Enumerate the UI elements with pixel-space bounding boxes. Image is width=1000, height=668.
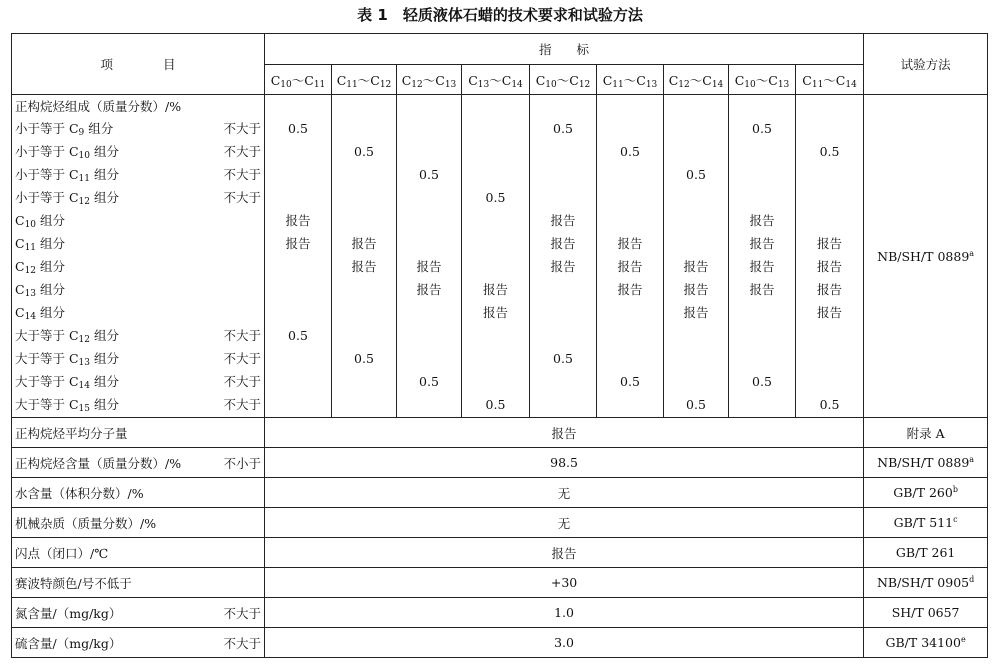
composition-row-label: [12, 232, 264, 255]
indicator-cell: 0.5: [819, 143, 840, 159]
item-header: 项 目: [12, 34, 265, 95]
indicator-cell: 报告: [351, 235, 377, 251]
composition-title: 正构烷烃组成（质量分数）/%: [12, 95, 265, 117]
component-name: 大于等于 $C_{15}$ 组分: [15, 397, 119, 414]
spec-table: [11, 33, 988, 658]
indicator-cell: 报告: [749, 235, 775, 251]
indicator-cell: 0.5: [485, 396, 506, 412]
indicator-cell: [530, 370, 596, 393]
spec-label-row: [12, 421, 264, 444]
limit-qualifier: 不大于: [223, 190, 261, 205]
spec-name: 水含量（体积分数）/%: [15, 485, 144, 501]
spec-name: 正构烷烃平均分子量: [15, 425, 128, 441]
spec-method: GB/T 260$^b$: [864, 478, 988, 508]
indicator-cell: 报告: [749, 281, 775, 297]
indicator-cell: [265, 393, 331, 416]
indicator-cell: [332, 278, 396, 301]
component-name: 小于等于 $C_{11}$ 组分: [15, 167, 119, 184]
spec-row: [12, 508, 988, 538]
indicator-cell: 0.5: [553, 350, 573, 366]
indicator-cell: [462, 347, 529, 370]
carbon-range-header: $C_{11}\sim C_{12}$: [332, 65, 397, 95]
spec-value: 1.0: [265, 598, 864, 628]
indicator-cell: [729, 393, 795, 416]
spec-method: 附录 A: [864, 418, 988, 448]
composition-row-label: [12, 255, 264, 278]
indicator-cell: [664, 117, 728, 140]
indicator-cell: 报告: [482, 304, 508, 320]
spec-name: 正构烷烃含量（质量分数）/%: [15, 455, 182, 471]
indicator-cell: [664, 232, 728, 255]
indicator-cell: [664, 347, 728, 370]
limit-qualifier: 不大于: [223, 605, 261, 621]
spec-label: [12, 418, 265, 448]
limit-qualifier: 不大于: [223, 144, 261, 159]
indicator-cell: [530, 301, 596, 324]
indicator-cell: [796, 324, 863, 347]
composition-row-label: [12, 370, 264, 393]
indicator-cell: 报告: [683, 281, 709, 297]
indicator-cell: 报告: [550, 235, 576, 251]
composition-row-label: [12, 117, 264, 140]
indicator-cell: [462, 163, 529, 186]
indicator-column: [664, 117, 729, 418]
indicator-column: [265, 117, 332, 418]
indicator-cell: [530, 393, 596, 416]
indicator-cell: [265, 163, 331, 186]
indicator-column: [597, 117, 664, 418]
indicator-cell: 0.5: [288, 120, 308, 136]
composition-row-label: [12, 186, 264, 209]
indicator-header: 指 标: [265, 34, 864, 65]
spec-value: +30: [265, 568, 864, 598]
indicator-cell: [332, 209, 396, 232]
limit-qualifier: 不大于: [223, 328, 261, 343]
indicator-cell: [462, 117, 529, 140]
indicator-cell: [265, 301, 331, 324]
indicator-cell: 0.5: [419, 373, 439, 389]
carbon-range-header: $C_{12}\sim C_{13}$: [397, 65, 462, 95]
indicator-cell: 报告: [683, 304, 709, 320]
limit-qualifier: 不大于: [223, 351, 261, 366]
indicator-cell: 0.5: [752, 120, 772, 136]
indicator-cell: [796, 186, 863, 209]
spec-row: [12, 478, 988, 508]
indicator-cell: 0.5: [686, 166, 706, 182]
indicator-cell: [664, 209, 728, 232]
spec-label: [12, 508, 265, 538]
indicator-cell: 报告: [617, 281, 643, 297]
indicator-column: [796, 117, 864, 418]
indicator-cell: [462, 209, 529, 232]
spec-label: [12, 628, 265, 658]
carbon-range-header: $C_{13}\sim C_{14}$: [462, 65, 530, 95]
indicator-cell: 0.5: [752, 373, 772, 389]
spec-row: [12, 628, 988, 658]
composition-row-label: [12, 163, 264, 186]
limit-qualifier: 不大于: [223, 374, 261, 389]
indicator-cell: [397, 324, 461, 347]
indicator-cell: 报告: [351, 258, 377, 274]
spec-name: 赛波特颜色/号不低于: [15, 575, 132, 591]
spec-label-row: [12, 451, 264, 474]
indicator-cell: [397, 301, 461, 324]
spec-label-row: [12, 571, 264, 594]
indicator-cell: [265, 255, 331, 278]
component-name: 大于等于 $C_{13}$ 组分: [15, 351, 119, 368]
indicator-cell: [664, 324, 728, 347]
indicator-column: [332, 117, 397, 418]
indicator-cell: [265, 370, 331, 393]
spec-method: GB/T 34100e: [864, 628, 988, 658]
indicator-cell: [397, 347, 461, 370]
component-name: 小于等于 $C_{12}$ 组分: [15, 190, 119, 207]
spec-label-row: [12, 511, 264, 534]
spec-label-row: [12, 601, 264, 624]
indicator-cell: 报告: [817, 258, 843, 274]
indicator-cell: [462, 232, 529, 255]
indicator-cell: [397, 186, 461, 209]
indicator-cell: [332, 163, 396, 186]
component-name: $C_{10}$ 组分: [15, 213, 66, 230]
indicator-cell: [530, 140, 596, 163]
indicator-cell: [530, 163, 596, 186]
indicator-cell: 0.5: [553, 120, 573, 136]
indicator-cell: [530, 324, 596, 347]
composition-row-label: [12, 140, 264, 163]
indicator-cell: [265, 186, 331, 209]
carbon-range-header: $C_{12}\sim C_{14}$: [664, 65, 729, 95]
composition-row-label: [12, 324, 264, 347]
spec-label-row: [12, 631, 264, 654]
carbon-range-header: $C_{11}\sim C_{14}$: [796, 65, 864, 95]
indicator-column: [729, 117, 796, 418]
indicator-cell: [332, 186, 396, 209]
indicator-cell: 0.5: [620, 143, 640, 159]
component-name: $C_{11}$ 组分: [15, 236, 66, 253]
indicator-cell: [397, 393, 461, 416]
indicator-cell: [729, 301, 795, 324]
indicator-cell: [597, 186, 663, 209]
indicator-cell: 报告: [550, 258, 576, 274]
limit-qualifier: 不大于: [223, 397, 261, 412]
indicator-cell: [397, 232, 461, 255]
indicator-cell: 0.5: [819, 396, 840, 412]
indicator-cell: [462, 370, 529, 393]
indicator-cell: [462, 255, 529, 278]
spec-value: 报告: [265, 538, 864, 568]
indicator-cell: [796, 347, 863, 370]
indicator-cell: 报告: [817, 304, 843, 320]
indicator-cell: 0.5: [686, 396, 706, 412]
indicator-cell: 报告: [482, 281, 508, 297]
spec-value: 无: [265, 508, 864, 538]
carbon-range-header: $C_{10}\sim C_{13}$: [729, 65, 796, 95]
spec-method: NB/SH/T 0889$^a$: [864, 448, 988, 478]
indicator-cell: [729, 347, 795, 370]
carbon-range-header: $C_{10}\sim C_{12}$: [530, 65, 597, 95]
indicator-cell: [796, 117, 863, 140]
spec-label: [12, 568, 265, 598]
indicator-cell: [729, 186, 795, 209]
spec-row: [12, 538, 988, 568]
indicator-cell: [664, 140, 728, 163]
indicator-cell: [597, 117, 663, 140]
component-name: $C_{12}$ 组分: [15, 259, 66, 276]
carbon-range-header: $C_{10}\sim C_{11}$: [265, 65, 332, 95]
spec-method: GB/T 511$^c$: [864, 508, 988, 538]
spec-row: [12, 418, 988, 448]
indicator-cell: [332, 370, 396, 393]
indicator-cell: 报告: [683, 258, 709, 274]
indicator-cell: 报告: [416, 281, 442, 297]
spec-label: [12, 478, 265, 508]
indicator-cell: 报告: [749, 212, 775, 228]
indicator-cell: [796, 163, 863, 186]
indicator-cell: [530, 186, 596, 209]
indicator-cell: [332, 393, 396, 416]
indicator-cell: [729, 163, 795, 186]
indicator-cell: [796, 209, 863, 232]
component-name: $C_{13}$ 组分: [15, 282, 66, 299]
indicator-cell: 报告: [550, 212, 576, 228]
spec-value: 报告: [265, 418, 864, 448]
indicator-column: [462, 117, 530, 418]
spec-method: GB/T 261: [864, 538, 988, 568]
indicator-cell: [265, 347, 331, 370]
component-name: 小于等于 $C_9$ 组分: [15, 121, 114, 138]
spec-row: [12, 448, 988, 478]
indicator-cell: 报告: [416, 258, 442, 274]
indicator-column: [397, 117, 462, 418]
component-name: $C_{14}$ 组分: [15, 305, 66, 322]
indicator-cell: [796, 370, 863, 393]
composition-row-label: [12, 347, 264, 370]
limit-qualifier: 不大于: [223, 121, 261, 136]
indicator-cell: [332, 324, 396, 347]
indicator-cell: [462, 140, 529, 163]
indicator-cell: [597, 209, 663, 232]
composition-rows: [12, 117, 988, 418]
spec-label-row: [12, 481, 264, 504]
limit-qualifier: 不大于: [223, 635, 261, 651]
spec-method: NB/SH/T 0905$^d$: [864, 568, 988, 598]
indicator-cell: [597, 393, 663, 416]
indicator-cell: 报告: [817, 235, 843, 251]
spec-value: 3.0: [265, 628, 864, 658]
indicator-cell: [530, 278, 596, 301]
composition-row-label: [12, 278, 264, 301]
spec-label: [12, 448, 265, 478]
indicator-cell: [462, 324, 529, 347]
indicator-cell: 报告: [285, 212, 311, 228]
indicator-cell: 报告: [285, 235, 311, 251]
method-header: 试验方法: [864, 34, 988, 95]
composition-row-label: [12, 393, 264, 416]
component-name: 小于等于 $C_{10}$ 组分: [15, 144, 119, 161]
limit-qualifier: 不小于: [223, 455, 261, 471]
composition-labels: [12, 117, 265, 418]
indicator-cell: 0.5: [419, 166, 439, 182]
spec-name: 机械杂质（质量分数）/%: [15, 515, 157, 531]
indicator-cell: [397, 117, 461, 140]
composition-row-label: [12, 209, 264, 232]
spec-label: [12, 538, 265, 568]
limit-qualifier: 不大于: [223, 167, 261, 182]
indicator-cell: [597, 347, 663, 370]
indicator-cell: [265, 278, 331, 301]
indicator-cell: 报告: [817, 281, 843, 297]
indicator-column: [530, 117, 597, 418]
spec-name: 硫含量/（mg/kg）: [15, 635, 122, 651]
spec-value: 无: [265, 478, 864, 508]
indicator-cell: [332, 117, 396, 140]
spec-name: 闪点（闭口）/℃: [15, 545, 109, 561]
indicator-cell: 0.5: [620, 373, 640, 389]
component-name: 大于等于 $C_{12}$ 组分: [15, 328, 119, 345]
spec-row: [12, 598, 988, 628]
composition-method: NB/SH/T 0889$^a$: [864, 95, 988, 418]
indicator-cell: [664, 186, 728, 209]
indicator-cell: 报告: [749, 258, 775, 274]
indicator-cell: 0.5: [485, 189, 506, 205]
spec-label: [12, 598, 265, 628]
indicator-cell: [265, 140, 331, 163]
indicator-cell: 0.5: [354, 350, 374, 366]
indicator-cell: [397, 209, 461, 232]
spec-method: SH/T 0657: [864, 598, 988, 628]
composition-row-label: [12, 301, 264, 324]
indicator-cell: [397, 140, 461, 163]
indicator-cell: 报告: [617, 235, 643, 251]
indicator-cell: 0.5: [288, 327, 308, 343]
component-name: 大于等于 $C_{14}$ 组分: [15, 374, 119, 391]
indicator-cell: [597, 163, 663, 186]
indicator-cell: [729, 140, 795, 163]
spec-label-row: [12, 541, 264, 564]
indicator-cell: [597, 301, 663, 324]
spec-name: 氮含量/（mg/kg）: [15, 605, 122, 621]
spec-row: [12, 568, 988, 598]
indicator-cell: [332, 301, 396, 324]
indicator-cell: [729, 324, 795, 347]
indicator-cell: 0.5: [354, 143, 374, 159]
indicator-cell: [664, 370, 728, 393]
carbon-range-header: $C_{11}\sim C_{13}$: [597, 65, 664, 95]
indicator-cell: 报告: [617, 258, 643, 274]
spec-value: 98.5: [265, 448, 864, 478]
table-title: 表 1 轻质液体石蜡的技术要求和试验方法: [357, 6, 643, 24]
indicator-cell: [597, 324, 663, 347]
